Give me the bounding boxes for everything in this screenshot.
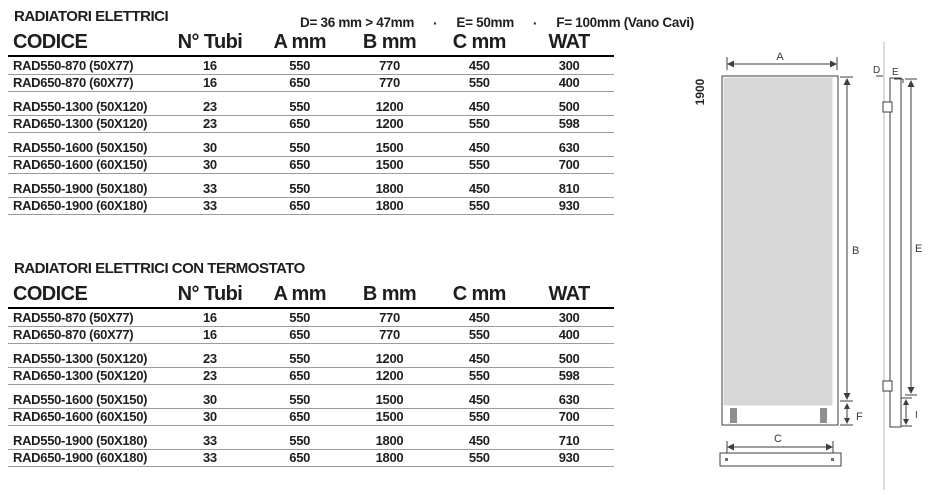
column-header-c-mm: C mm (452, 31, 506, 53)
value-cell: 450 (468, 58, 490, 73)
value-cell: 1500 (375, 392, 404, 407)
codice-cell: RAD550-1600 (50X150) (13, 140, 148, 155)
dim-a-arrow-left (727, 61, 734, 68)
value-cell: 450 (468, 392, 490, 407)
dim-c-arrow-right (826, 444, 833, 451)
base-bracket-hole-left (725, 458, 728, 461)
value-cell: 300 (558, 58, 580, 73)
value-cell: 1200 (375, 351, 404, 366)
value-cell: 550 (468, 450, 490, 465)
codice-cell: RAD550-870 (50X77) (13, 310, 134, 325)
column-header-wat: WAT (548, 283, 590, 305)
value-cell: 1200 (375, 99, 404, 114)
value-cell: 33 (202, 181, 217, 196)
value-cell: 550 (289, 58, 311, 73)
table-header-row (8, 283, 614, 309)
row-group (8, 181, 614, 215)
codice-cell: RAD650-1300 (50X120) (13, 116, 148, 131)
table-row (8, 116, 614, 133)
value-cell: 30 (202, 409, 217, 424)
column-header-codice: CODICE (13, 283, 88, 305)
value-cell: 300 (558, 310, 580, 325)
value-cell: 33 (202, 450, 217, 465)
value-cell: 33 (202, 198, 217, 213)
codice-cell: RAD650-1300 (50X120) (13, 368, 148, 383)
panel-foot-right (820, 408, 827, 423)
value-cell: 550 (289, 310, 311, 325)
table-row (8, 392, 614, 409)
label-c: C (774, 433, 782, 445)
value-cell: 16 (202, 327, 217, 342)
column-header-c-mm: C mm (452, 283, 506, 305)
dim-b-arrow-down (844, 393, 851, 400)
label-f: F (856, 411, 863, 423)
value-cell: 450 (468, 140, 490, 155)
value-cell: 450 (468, 433, 490, 448)
table-row (8, 58, 614, 75)
value-cell: 550 (289, 99, 311, 114)
value-cell: 598 (558, 368, 580, 383)
value-cell: 550 (289, 392, 311, 407)
value-cell: 16 (202, 58, 217, 73)
value-cell: 930 (558, 450, 580, 465)
value-cell: 650 (289, 157, 311, 172)
radiator-diagram (690, 30, 936, 494)
value-cell: 650 (289, 116, 311, 131)
column-header-b-mm: B mm (362, 283, 417, 305)
value-cell: 30 (202, 157, 217, 172)
column-header-a-mm: A mm (273, 31, 326, 53)
value-cell: 550 (468, 75, 490, 90)
dim-b-arrow-up (844, 78, 851, 85)
row-group (8, 351, 614, 385)
dim-e-height-arrow-up (908, 80, 915, 87)
table-title: RADIATORI ELETTRICI (14, 8, 169, 25)
value-cell: 1800 (375, 450, 404, 465)
value-cell: 1500 (375, 140, 404, 155)
value-cell: 450 (468, 181, 490, 196)
value-cell: 550 (289, 181, 311, 196)
wall-clip-bottom (883, 381, 892, 391)
value-cell: 770 (379, 58, 400, 73)
value-cell: 770 (379, 310, 400, 325)
value-cell: 23 (202, 116, 217, 131)
row-group (8, 99, 614, 133)
value-cell: 500 (558, 99, 580, 114)
value-cell: 500 (558, 351, 580, 366)
dimension-note-d: D= 36 mm > 47mm (300, 15, 415, 30)
column-header-b-mm: B mm (362, 31, 417, 53)
value-cell: 598 (558, 116, 580, 131)
codice-cell: RAD550-1300 (50X120) (13, 99, 148, 114)
value-cell: 650 (289, 450, 311, 465)
value-cell: 770 (379, 327, 400, 342)
value-cell: 630 (558, 140, 580, 155)
value-cell: 1200 (375, 368, 404, 383)
codice-cell: RAD550-870 (50X77) (13, 58, 134, 73)
value-cell: 550 (289, 433, 311, 448)
value-cell: 16 (202, 310, 217, 325)
panel-foot-left (730, 408, 737, 423)
value-cell: 650 (289, 75, 311, 90)
table-row (8, 409, 614, 426)
value-cell: 1200 (375, 116, 404, 131)
table-row (8, 157, 614, 174)
value-cell: 930 (558, 198, 580, 213)
value-cell: 400 (558, 327, 580, 342)
label-a: A (776, 51, 784, 63)
value-cell: 1800 (375, 198, 404, 213)
radiator-diagram-svg (690, 30, 936, 494)
value-cell: 23 (202, 368, 217, 383)
base-bracket-bar (720, 453, 841, 466)
column-header-n-tubi: N° Tubi (177, 283, 243, 305)
value-cell: 1800 (375, 181, 404, 196)
label-e-height: E (915, 243, 923, 255)
column-header-wat: WAT (548, 31, 590, 53)
value-cell: 450 (468, 351, 490, 366)
value-cell: 650 (289, 368, 311, 383)
value-cell: 30 (202, 140, 217, 155)
table-header-row (8, 31, 614, 57)
table-row (8, 351, 614, 368)
table-radiatori-con-termostato (8, 260, 614, 467)
table-row (8, 310, 614, 327)
value-cell: 550 (468, 157, 490, 172)
value-cell: 550 (468, 198, 490, 213)
table-row (8, 99, 614, 116)
table-radiatori-elettrici (8, 8, 614, 215)
dim-f-arrow-down (844, 418, 850, 424)
label-e-depth: E (892, 67, 899, 78)
table-row (8, 433, 614, 450)
dim-c-arrow-left (727, 444, 734, 451)
table-row (8, 181, 614, 198)
codice-cell: RAD650-1600 (60X150) (13, 409, 148, 424)
row-group (8, 392, 614, 426)
value-cell: 23 (202, 99, 217, 114)
codice-cell: RAD650-870 (60X77) (13, 327, 134, 342)
table-body (8, 310, 614, 467)
table-row (8, 327, 614, 344)
row-group (8, 140, 614, 174)
table-row (8, 198, 614, 215)
column-header-codice: CODICE (13, 31, 88, 53)
dim-e-height-arrow-down (908, 387, 915, 394)
codice-cell: RAD550-1900 (50X180) (13, 433, 148, 448)
value-cell: 30 (202, 392, 217, 407)
dimension-note-e: E= 50mm (456, 15, 514, 30)
codice-cell: RAD650-1600 (60X150) (13, 157, 148, 172)
row-group (8, 433, 614, 467)
value-cell: 550 (468, 368, 490, 383)
label-1900: 1900 (693, 78, 707, 106)
label-b: B (852, 245, 860, 257)
value-cell: 1800 (375, 433, 404, 448)
side-panel-outline (890, 78, 901, 427)
dim-a-arrow-right (830, 61, 837, 68)
codice-cell: RAD650-1900 (60X180) (13, 450, 148, 465)
dim-f-arrow-up (844, 403, 850, 409)
value-cell: 710 (558, 433, 580, 448)
table-title: RADIATORI ELETTRICI CON TERMOSTATO (14, 260, 305, 277)
value-cell: 33 (202, 433, 217, 448)
value-cell: 550 (289, 140, 311, 155)
row-group (8, 58, 614, 92)
value-cell: 23 (202, 351, 217, 366)
table-row (8, 450, 614, 467)
dim-i-arrow-down (903, 419, 909, 425)
table-row (8, 368, 614, 385)
value-cell: 700 (558, 157, 580, 172)
value-cell: 1500 (375, 157, 404, 172)
wall-clip-top (883, 102, 892, 112)
codice-cell: RAD550-1300 (50X120) (13, 351, 148, 366)
base-bracket-hole-right (831, 458, 834, 461)
value-cell: 650 (289, 327, 311, 342)
dimension-note-f: F= 100mm (Vano Cavi) (556, 15, 694, 30)
table-row (8, 75, 614, 92)
value-cell: 700 (558, 409, 580, 424)
value-cell: 400 (558, 75, 580, 90)
front-panel-fill (724, 78, 833, 406)
row-group (8, 310, 614, 344)
codice-cell: RAD550-1600 (50X150) (13, 392, 148, 407)
column-header-n-tubi: N° Tubi (177, 31, 243, 53)
codice-cell: RAD550-1900 (50X180) (13, 181, 148, 196)
value-cell: 810 (558, 181, 580, 196)
value-cell: 650 (289, 198, 311, 213)
value-cell: 550 (289, 351, 311, 366)
column-header-a-mm: A mm (273, 283, 326, 305)
separator-dot: · (532, 14, 538, 31)
label-i: I (915, 410, 918, 421)
value-cell: 650 (289, 409, 311, 424)
separator-dot: · (433, 14, 438, 31)
value-cell: 450 (468, 99, 490, 114)
dim-i-arrow-up (903, 399, 909, 405)
label-d: D (873, 65, 881, 76)
codice-cell: RAD650-1900 (60X180) (13, 198, 148, 213)
value-cell: 550 (468, 409, 490, 424)
value-cell: 450 (468, 310, 490, 325)
value-cell: 550 (468, 327, 490, 342)
value-cell: 630 (558, 392, 580, 407)
value-cell: 1500 (375, 409, 404, 424)
value-cell: 770 (379, 75, 400, 90)
table-row (8, 140, 614, 157)
value-cell: 16 (202, 75, 217, 90)
value-cell: 550 (468, 116, 490, 131)
codice-cell: RAD650-870 (60X77) (13, 75, 134, 90)
table-body (8, 58, 614, 215)
